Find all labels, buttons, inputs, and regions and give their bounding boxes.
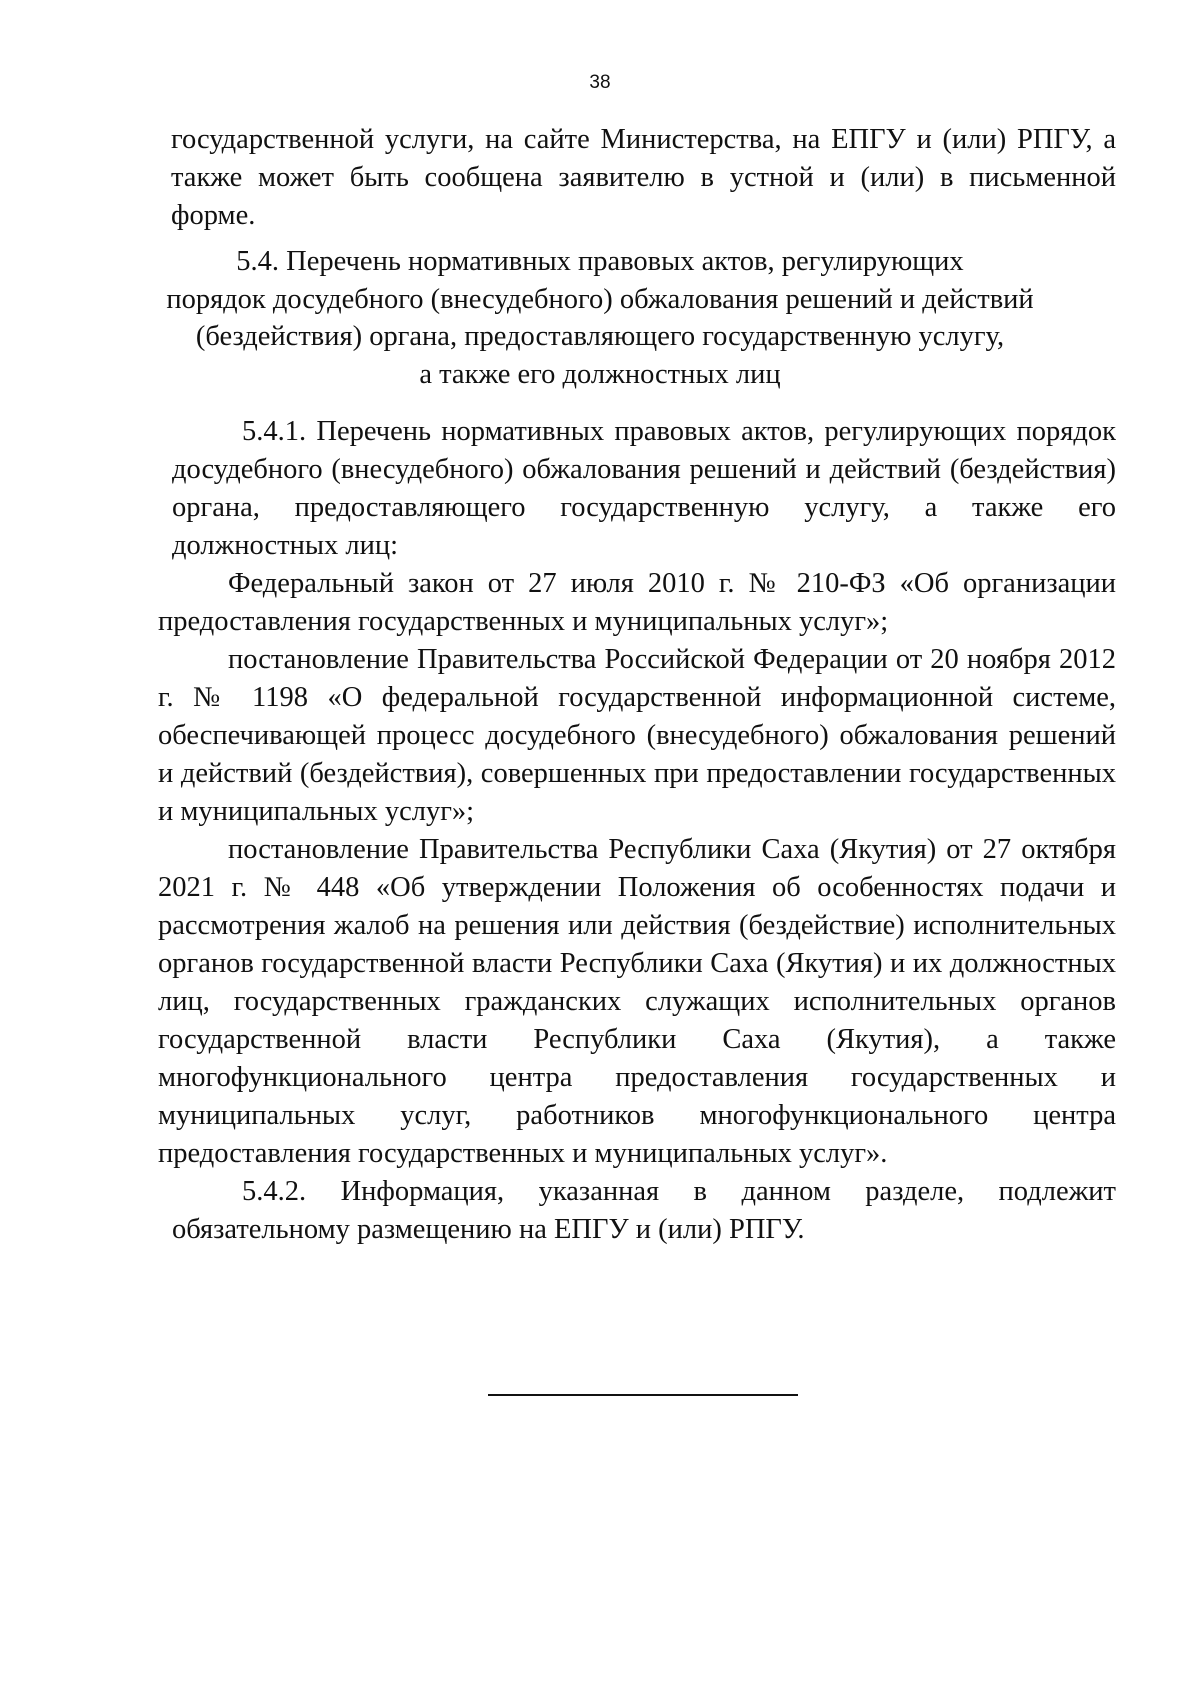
section-heading-line-4: а также его должностных лиц (419, 358, 781, 390)
continuation-paragraph: государственной услуги, на сайте Министерства, на ЕПГУ и (или) РПГУ, а также может быть сообщена заявителю в устной и (или) в письменной форме. (171, 124, 1116, 231)
closing-rule (488, 1394, 798, 1396)
paragraph-5-4-2: 5.4.2. Информация, указанная в данном разделе, подлежит обязательному размещению на ЕПГУ и (или) РПГУ. (172, 1176, 1116, 1245)
section-heading-line-2: порядок досудебного (внесудебного) обжалования решений и действий (166, 283, 1034, 315)
section-body (158, 413, 1116, 1249)
section-heading-line-1: 5.4. Перечень нормативных правовых актов, регулирующих (236, 246, 964, 277)
paragraph-resolution-1198: постановление Правительства Российской Федерации от 20 ноября 2012 г. № 1198 «О федеральной государственной информационной системе, обеспечивающей процесс досудебного (внесудебного) обжалования решений и действий (бездействия), совершенных при предоставлении государственных и муниципальных услуг»; (158, 644, 1116, 827)
paragraph-law-210-fz: Федеральный закон от 27 июля 2010 г. № 210-ФЗ «Об организации предоставления государственных и муниципальных услуг»; (158, 568, 1116, 637)
section-heading (150, 243, 1050, 393)
paragraph-5-4-1: 5.4.1. Перечень нормативных правовых актов, регулирующих порядок досудебного (внесудебного) обжалования решений и действий (бездействия) органа, предоставляющего государственную услугу, а также его должностных лиц: (172, 416, 1116, 561)
section-heading-line-3: (бездействия) органа, предоставляющего государственную услугу, (195, 321, 1005, 352)
page-number: 38 (589, 72, 611, 93)
paragraph-resolution-448: постановление Правительства Республики Саха (Якутия) от 27 октября 2021 г. № 448 «Об утверждении Положения об особенностях подачи и рассмотрения жалоб на решения или действия (бездействие) исполнительных органов государственной власти Республики Саха (Якутия) и их должностных лиц, государственных гражданских служащих исполнительных органов государственной власти Республики Саха (Якутия), а также многофункционального центра предоставления государственных и муниципальных услуг, работников многофункционального центра предоставления государственных и муниципальных услуг». (158, 834, 1116, 1169)
